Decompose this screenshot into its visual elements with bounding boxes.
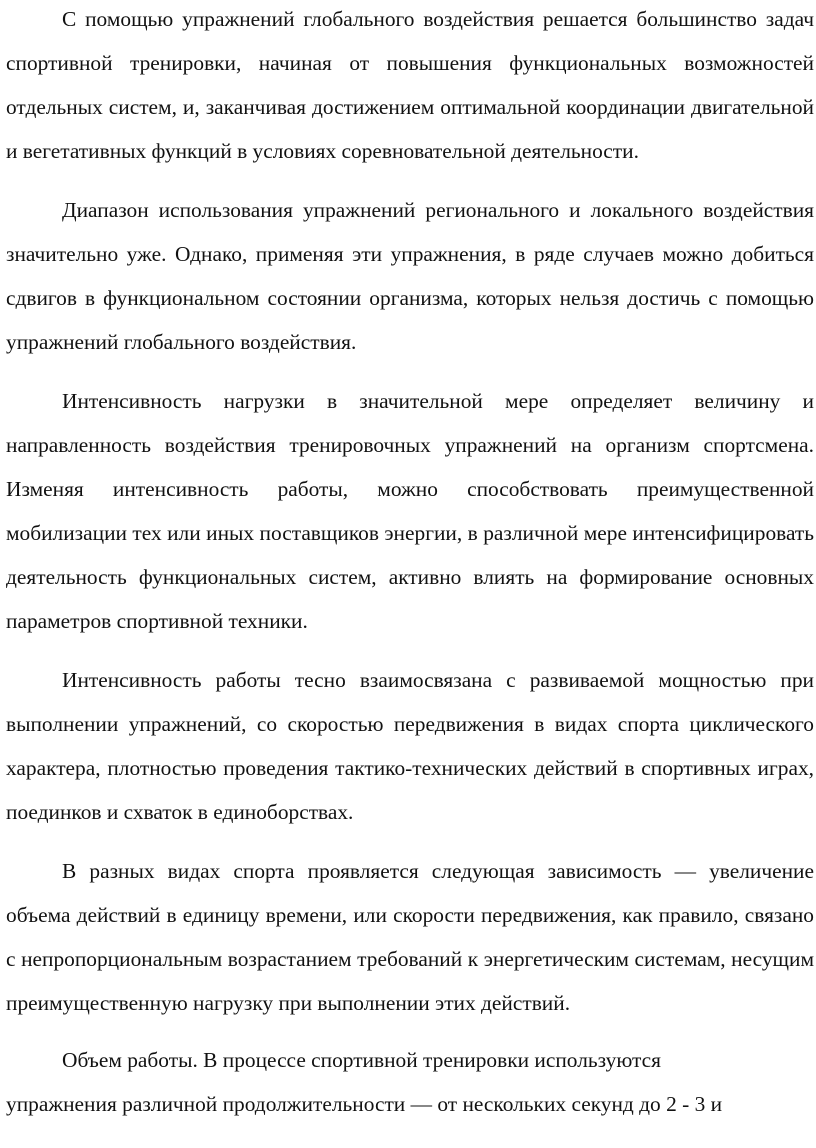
paragraph-6-line-1: Объем работы. В процессе спортивной тренировки используются [62, 1048, 661, 1072]
document-page [6, 0, 814, 1126]
paragraph-6-line-2: упражнения различной продолжительности — от нескольких секунд до 2 - 3 и [6, 1092, 723, 1116]
paragraph-6 [6, 1038, 814, 1126]
paragraph-4: Интенсивность работы тесно взаимосвязана с развиваемой мощностью при выполнении упражнений, со скоростью передвижения в видах спорта циклического характера, плотностью проведения тактико-технических действий в спортивных играх, поединков и схваток в единоборствах. [6, 668, 814, 824]
paragraph-5: В разных видах спорта проявляется следующая зависимость — увеличение объема действий в единицу времени, или скорости передвижения, как правило, связано с непропорциональным возрастанием требований к энергетическим системам, несущим преимущественную нагрузку при выполнении этих действий. [6, 859, 814, 1015]
paragraph-1: С помощью упражнений глобального воздействия решается большинство задач спортивной тренировки, начиная от повышения функциональных возможностей отдельных систем, и, заканчивая достижением оптимальной координации двигательной и вегетативных функций в условиях соревновательной деятельности. [6, 7, 814, 163]
paragraph-2: Диапазон использования упражнений регионального и локального воздействия значительно уже. Однако, применяя эти упражнения, в ряде случаев можно добиться сдвигов в функциональном состоянии организма, которых нельзя достичь с помощью упражнений глобального воздействия. [6, 198, 814, 354]
paragraph-3: Интенсивность нагрузки в значительной мере определяет величину и направленность воздействия тренировочных упражнений на организм спортсмена. Изменяя интенсивность работы, можно способствовать преимущественной мобилизации тех или иных поставщиков энергии, в различной мере интенсифицировать деятельность функциональных систем, активно влиять на формирование основных параметров спортивной техники. [6, 389, 814, 633]
